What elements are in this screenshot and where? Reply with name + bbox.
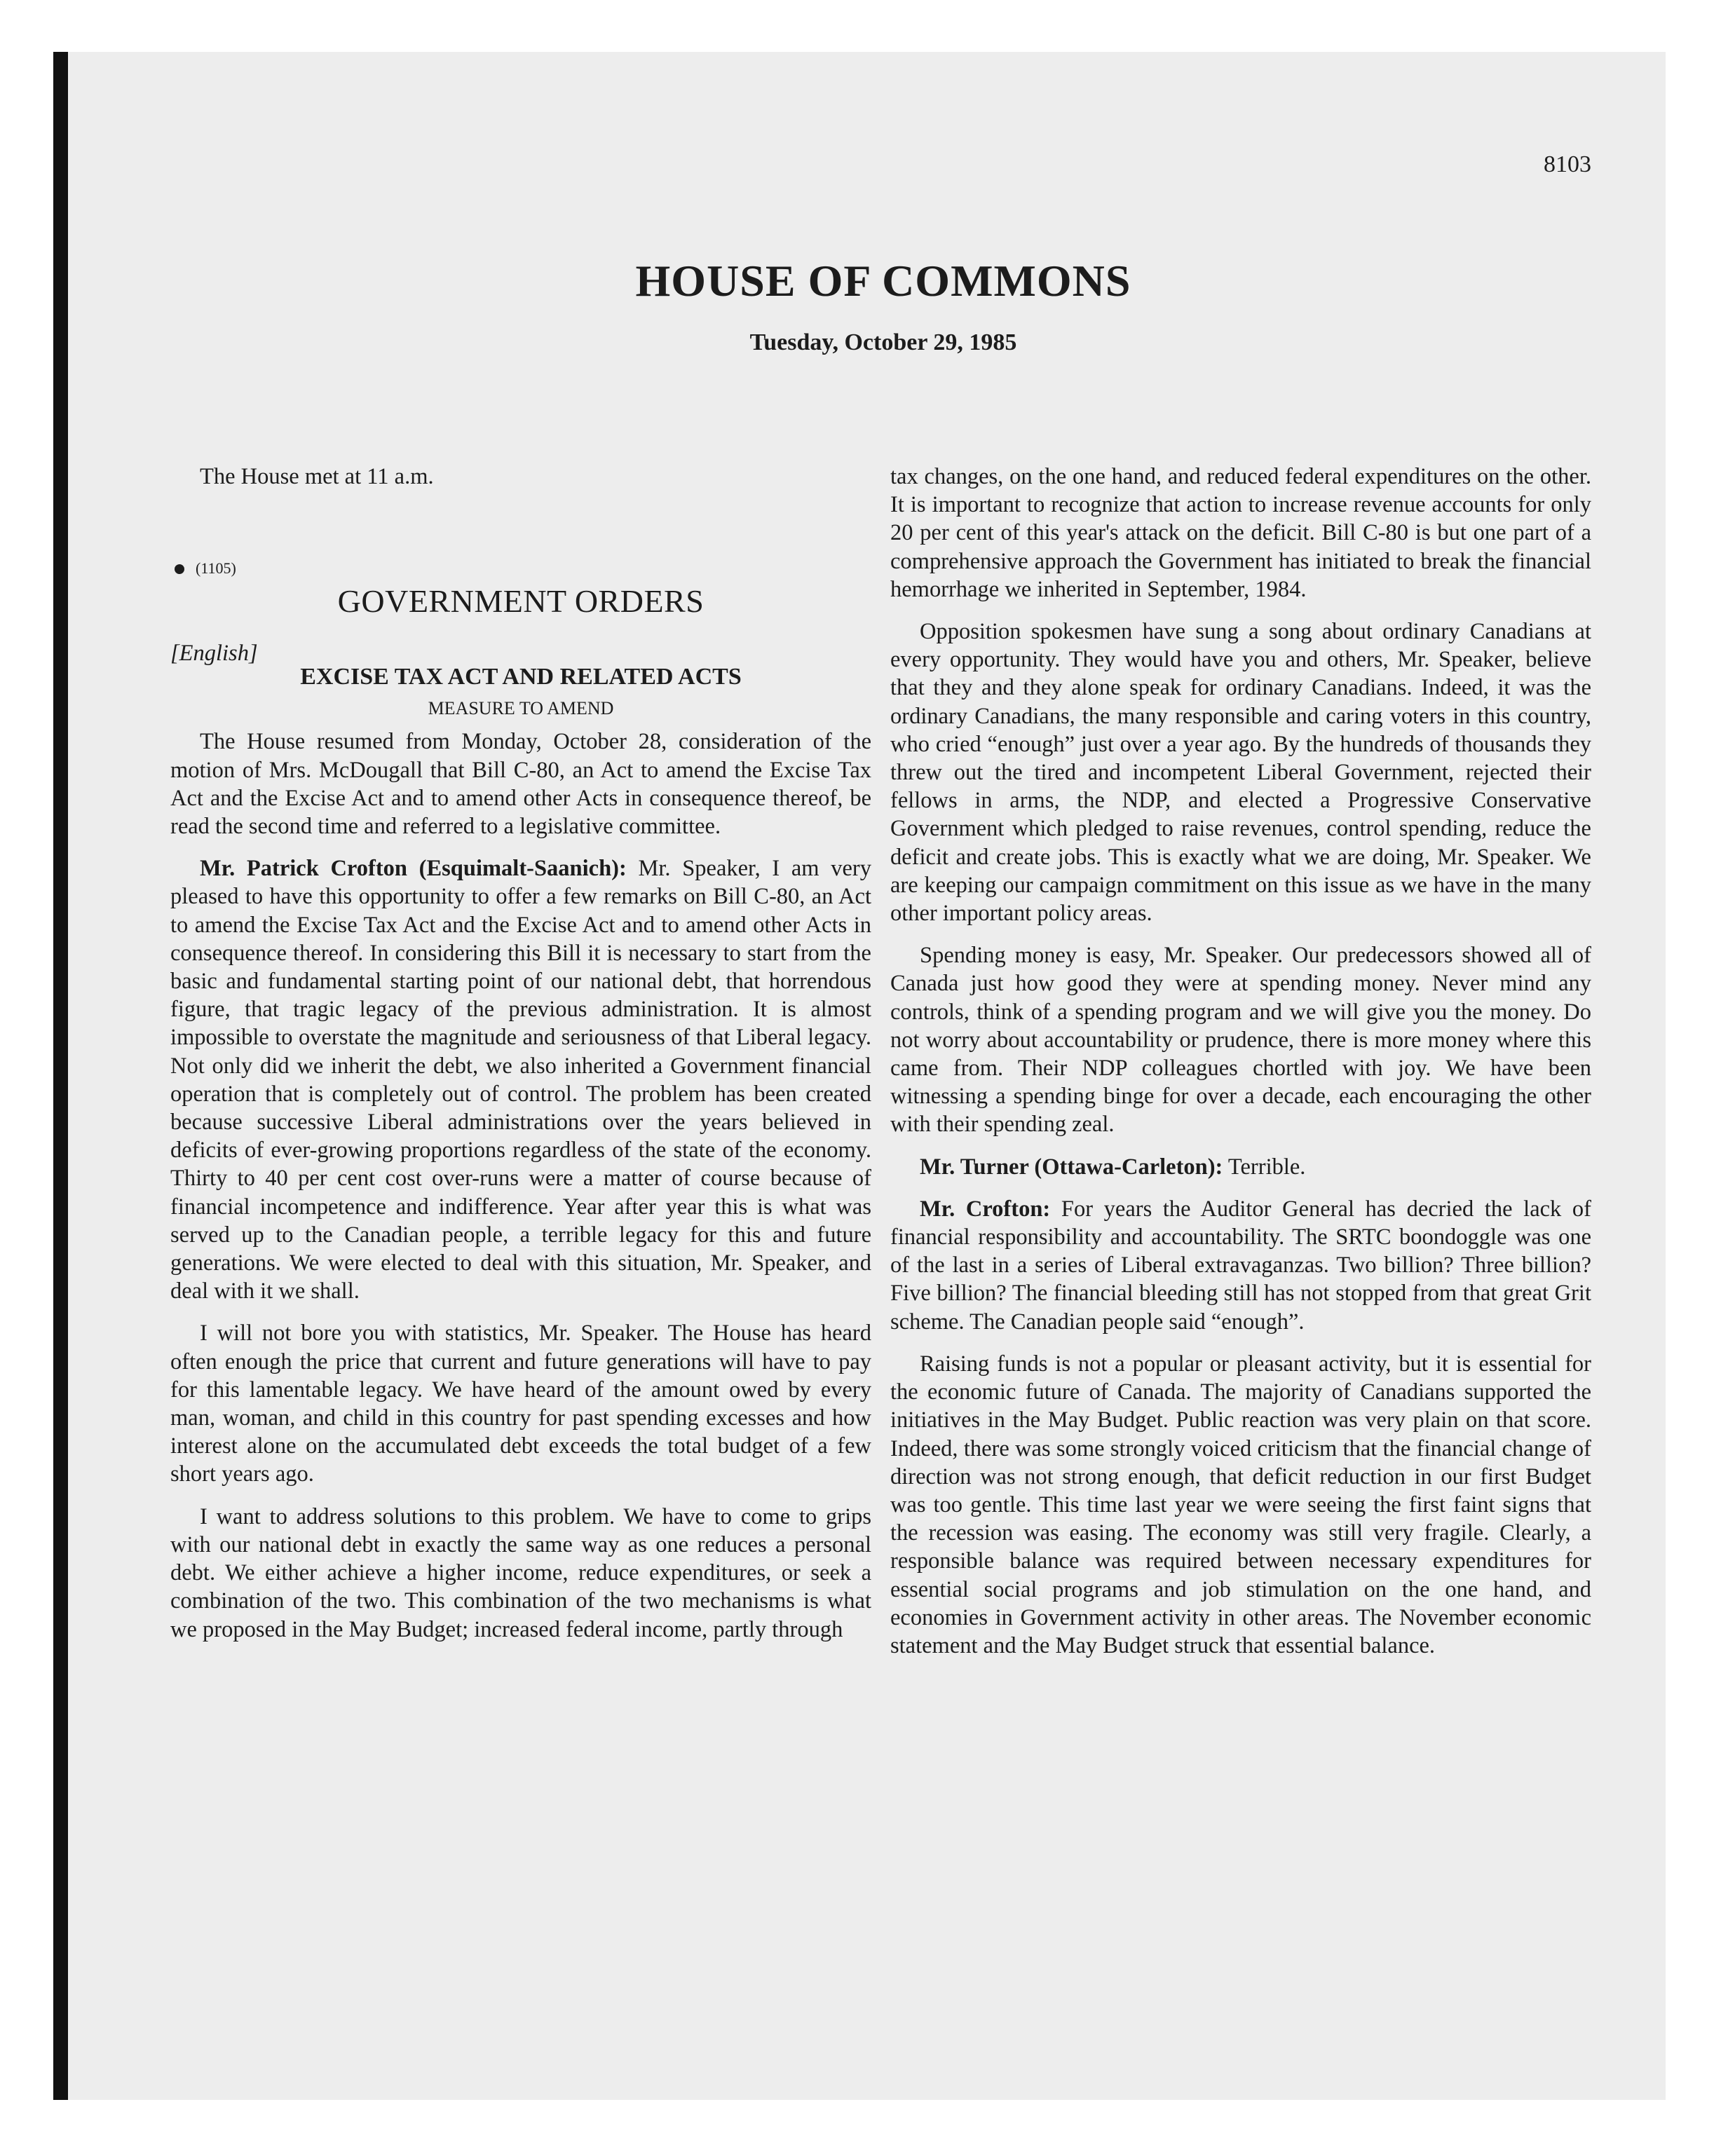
bullet-icon	[175, 564, 184, 574]
crofton-paragraph	[170, 854, 871, 1305]
speech-text: Mr. Speaker, I am very pleased to have this opportunity to offer a few remarks on Bill C-80, an Act to amend the Excise Tax Act and the Excise Act and to amend other Acts in consequence thereof. In considering this Bill it is necessary to start from the basic and fundamental starting point of our national debt, that horrendous figure, that tragic legacy of the previous administration. It is almost impossible to overstate the magnitude and seriousness of that Liberal legacy. Not only did we inherit the debt, we also inherited a Government financial operation that is completely out of control. The problem has been created because successive Liberal administrations over the years believed in deficits of ever-growing proportions regardless of the state of the economy. Thirty to 40 per cent cost over-runs were a matter of course because of financial incompetence and indifference. Year after year this is what was served up to the Canadian people, a terrible legacy for this and future generations. We were elected to deal with this situation, Mr. Speaker, and deal with it we shall.	[170, 856, 871, 1304]
resumed-paragraph: The House resumed from Monday, October 28, consideration of the motion of Mrs. McDougall that Bill C-80, an Act to amend the Excise Tax Act and the Excise Act and to amend other Acts in consequence thereof, be read the second time and referred to a legislative committee.	[170, 729, 871, 840]
turner-paragraph	[890, 1153, 1591, 1181]
crofton-reply-paragraph	[890, 1195, 1591, 1336]
page-number: 8103	[1544, 151, 1591, 177]
language-tag: [English]	[170, 641, 258, 667]
speaker-name: Mr. Patrick Crofton (Esquimalt-Saanich):	[200, 856, 627, 882]
statistics-paragraph: I will not bore you with statistics, Mr. Speaker. The House has heard often enough the price that current and future generations will have to pay for this lamentable legacy. We have heard of the amount owed by every man, woman, and child in this country for past spending excesses and how interest alone on the accumulated debt exceeds the total budget of a few short years ago.	[170, 1321, 871, 1487]
speech-text: For years the Auditor General has decried the lack of financial responsibility and accountability. The SRTC boondoggle was one of the last in a series of Liberal extravaganzas. Two billion? Three billion? Five billion? The financial bleeding still has not stopped from that great Grit scheme. The Canadian people said “enough”.	[890, 1196, 1592, 1335]
spending-paragraph: Spending money is easy, Mr. Speaker. Our predecessors showed all of Canada just how good they were at spending money. Never mind any controls, think of a spending program and we will give you the money. Do not worry about accountability or prudence, there is more money where this came from. Their NDP colleagues chortled with joy. We have been witnessing a spending binge for over a decade, each encouraging the other with their spending zeal.	[890, 943, 1591, 1138]
orders-heading: GOVERNMENT ORDERS	[337, 583, 705, 620]
chamber-title: HOUSE OF COMMONS	[635, 256, 1131, 306]
speaker-name: Mr. Turner (Ottawa-Carleton):	[920, 1154, 1223, 1180]
bill-heading: EXCISE TAX ACT AND RELATED ACTS	[300, 664, 742, 690]
sitting-date: Tuesday, October 29, 1985	[749, 329, 1017, 355]
speaker-name: Mr. Crofton:	[920, 1196, 1051, 1222]
left-column	[170, 463, 871, 1658]
time-stamp-row	[170, 558, 871, 579]
opening-line: The House met at 11 a.m.	[200, 464, 434, 489]
raising-funds-paragraph: Raising funds is not a popular or pleasant activity, but it is essential for the economic future of Canada. The majority of Canadians supported the initiatives in the May Budget. Public reaction was very plain on that score. Indeed, there was some strongly voiced criticism that the financial change of direction was not strong enough, that deficit reduction in our first Budget was too gentle. This time last year we were seeing the first faint signs that the recession was easing. The economy was still very fragile. Clearly, a responsible balance was required between necessary expenditures for essential social programs and job stimulation on the one hand, and economies in Government activity in other areas. The November economic statement and the May Budget struck that essential balance.	[890, 1351, 1591, 1658]
time-stamp: (1105)	[196, 559, 236, 578]
binding-edge	[53, 52, 68, 2100]
continued-paragraph: tax changes, on the one hand, and reduced federal expenditures on the other. It is important to recognize that action to increase revenue accounts for only 20 per cent of this year's attack on the deficit. Bill C-80 is but one part of a comprehensive approach the Government has initiated to break the financial hemorrhage we inherited in September, 1984.	[890, 464, 1591, 602]
solutions-paragraph: I want to address solutions to this problem. We have to come to grips with our national debt in exactly the same way as one reduces a personal debt. We either achieve a higher income, reduce expenditures, or seek a combination of the two. This combination of the two mechanisms is what we proposed in the May Budget; increased federal income, partly through	[170, 1503, 871, 1642]
right-column	[890, 463, 1591, 1674]
speech-text: Terrible.	[1223, 1154, 1306, 1180]
measure-subheading: MEASURE TO AMEND	[428, 698, 614, 719]
opposition-paragraph: Opposition spokesmen have sung a song about ordinary Canadians at every opportunity. They would have you and others, Mr. Speaker, believe that they and they alone speak for ordinary Canadians. Indeed, it was the ordinary Canadians, the many responsible and caring voters in this country, who cried “enough” just over a year ago. By the hundreds of thousands they threw out the tired and incompetent Liberal Government, rejected their fellows in arms, the NDP, and elected a Progressive Conservative Government which pledged to raise revenues, control spending, reduce the deficit and create jobs. This is exactly what we are doing, Mr. Speaker. We are keeping our campaign commitment on this issue as we have in the many other important policy areas.	[890, 619, 1591, 927]
